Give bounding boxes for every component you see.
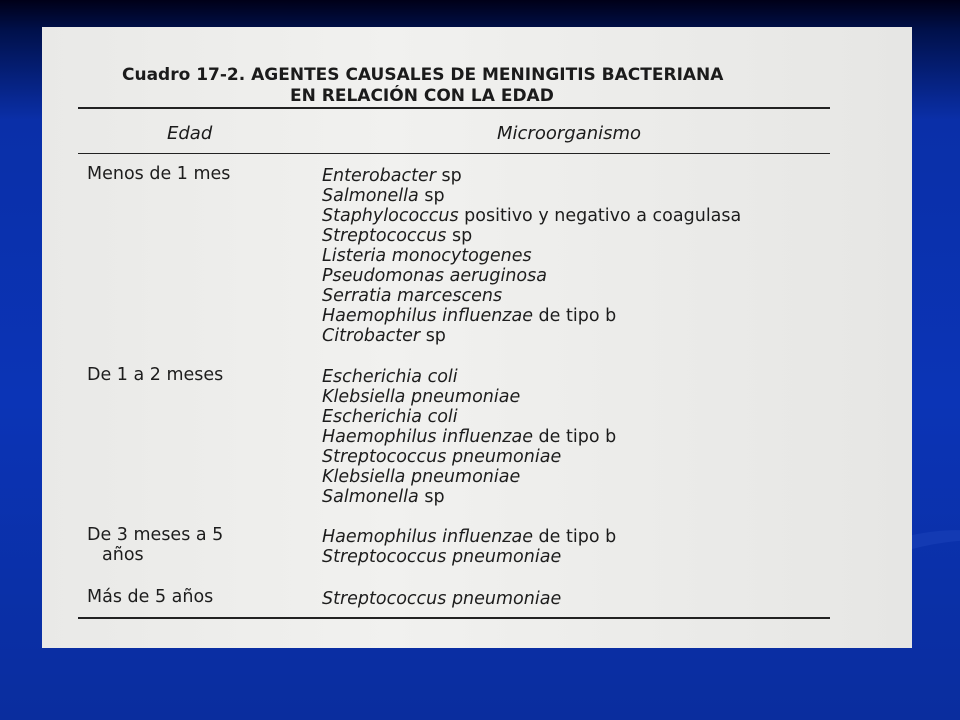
organism-name: Citrobacter — [322, 326, 421, 346]
organism-entry — [322, 527, 616, 547]
organism-entry — [322, 407, 616, 427]
organism-qualifier: sp — [418, 186, 445, 206]
organism-name: Haemophilus influenzae — [322, 527, 533, 547]
age-label: De 1 a 2 meses — [87, 365, 224, 385]
organism-name: Salmonella — [322, 186, 419, 206]
organism-name: Klebsiella pneumoniae — [322, 467, 521, 487]
organism-entry — [322, 226, 741, 246]
organism-name: Streptococcus pneumoniae — [322, 589, 562, 609]
organism-entry — [322, 306, 741, 326]
organism-name: Escherichia coli — [322, 407, 458, 427]
organism-name: Pseudomonas aeruginosa — [322, 266, 547, 286]
top-rule — [78, 107, 830, 109]
organism-name: Escherichia coli — [322, 367, 458, 387]
organism-list — [322, 527, 616, 567]
organism-list — [322, 367, 616, 507]
organism-name: Salmonella — [322, 487, 419, 507]
organism-entry — [322, 589, 561, 609]
organism-name: Enterobacter — [322, 166, 436, 186]
organism-qualifier: sp — [420, 326, 446, 346]
organism-name: Staphylococcus — [322, 206, 459, 226]
organism-name: Listeria monocytogenes — [322, 246, 532, 266]
age-label: Más de 5 años — [87, 587, 214, 607]
organism-qualifier: de tipo b — [532, 527, 617, 547]
organism-entry — [322, 186, 741, 206]
table-title-line2: EN RELACIÓN CON LA EDAD — [290, 86, 554, 106]
organism-entry — [322, 387, 616, 407]
bottom-rule — [78, 617, 830, 619]
age-label-continued: años — [102, 545, 144, 565]
organism-name: Serratia marcescens — [322, 286, 503, 306]
organism-entry — [322, 467, 616, 487]
organism-name: Klebsiella pneumoniae — [322, 387, 521, 407]
organism-entry — [322, 266, 741, 286]
organism-qualifier: de tipo b — [532, 427, 617, 447]
organism-entry — [322, 286, 741, 306]
organism-entry — [322, 487, 616, 507]
organism-entry — [322, 246, 741, 266]
column-header-organism: Microorganismo — [497, 123, 642, 144]
organism-name: Haemophilus influenzae — [322, 306, 533, 326]
header-rule — [78, 153, 830, 154]
organism-entry — [322, 206, 741, 226]
organism-qualifier: sp — [446, 226, 473, 246]
organism-list — [322, 166, 741, 346]
scanned-document — [42, 27, 912, 648]
organism-qualifier: sp — [435, 166, 462, 186]
organism-qualifier: de tipo b — [532, 306, 617, 326]
organism-entry — [322, 326, 741, 346]
organism-entry — [322, 447, 616, 467]
table-title-line1: Cuadro 17-2. AGENTES CAUSALES DE MENINGITIS BACTERIANA — [122, 65, 724, 85]
organism-qualifier: sp — [418, 487, 445, 507]
organism-entry — [322, 547, 616, 567]
organism-name: Streptococcus — [322, 226, 447, 246]
organism-list — [322, 589, 561, 609]
organism-name: Streptococcus pneumoniae — [322, 447, 562, 467]
age-label: De 3 meses a 5 — [87, 525, 224, 545]
organism-entry — [322, 166, 741, 186]
organism-name: Haemophilus influenzae — [322, 427, 533, 447]
organism-name: Streptococcus pneumoniae — [322, 547, 562, 567]
age-label: Menos de 1 mes — [87, 164, 231, 184]
organism-qualifier: positivo y negativo a coagulasa — [458, 206, 742, 226]
column-header-age: Edad — [167, 123, 213, 144]
organism-entry — [322, 367, 616, 387]
organism-entry — [322, 427, 616, 447]
